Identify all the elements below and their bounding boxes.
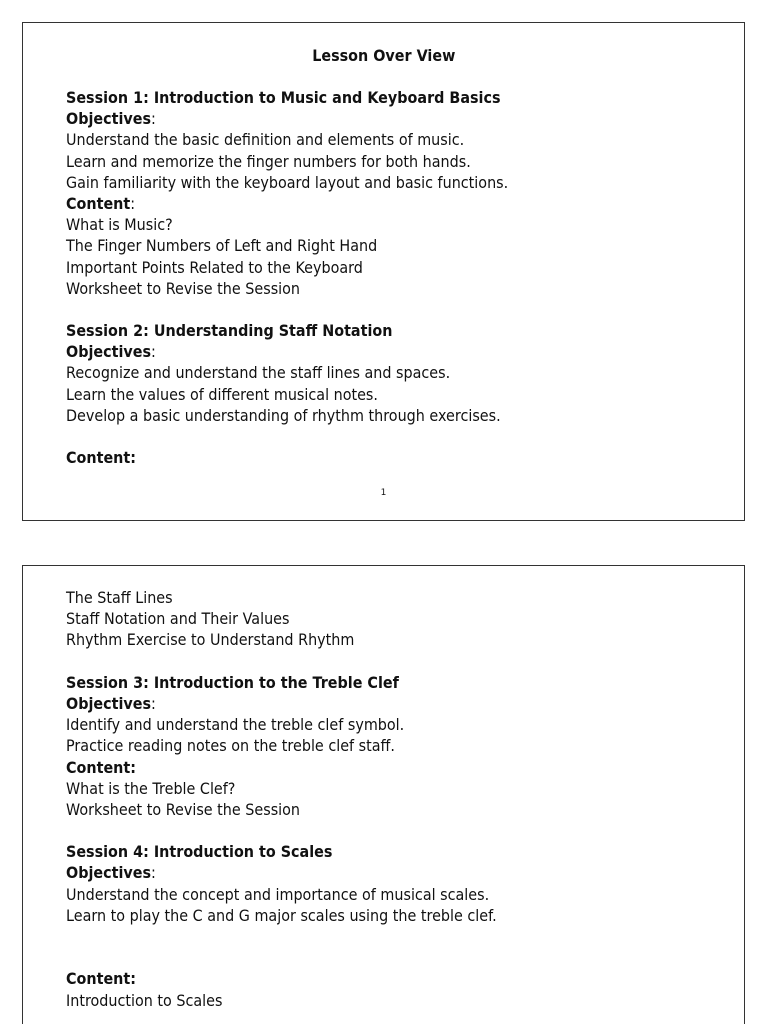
session-3-content-item: Worksheet to Revise the Session — [66, 800, 301, 819]
session-3-content-item: What is the Treble Clef? — [66, 779, 236, 798]
session-2-objective: Develop a basic understanding of rhythm through exercises. — [66, 406, 501, 425]
session-3-content-label: Content: — [66, 758, 137, 777]
session-1-objective: Learn and memorize the finger numbers for both hands. — [66, 152, 471, 171]
session-3-objective: Identify and understand the treble clef symbol. — [66, 716, 405, 735]
session-4-heading: Session 4: Introduction to Scales — [66, 843, 333, 862]
session-4-content-label: Content: — [66, 970, 137, 989]
session-1-objective: Understand the basic definition and elements of music. — [66, 131, 465, 150]
session-1-content-item: The Finger Numbers of Left and Right Hand — [66, 237, 378, 256]
page-2-body — [66, 588, 671, 1012]
session-1-objective: Gain familiarity with the keyboard layout and basic functions. — [66, 173, 509, 192]
session-1-content-label: Content: — [66, 194, 136, 213]
session-1-content-item: What is Music? — [66, 216, 173, 235]
document-title: Lesson Over View — [311, 47, 456, 65]
session-4-content-item: Introduction to Scales — [66, 991, 223, 1010]
page-number: 1 — [380, 488, 387, 498]
session-2-objective: Learn the values of different musical notes. — [66, 385, 378, 404]
session-1-objectives-label: Objectives: — [66, 110, 156, 129]
document-page-1 — [22, 22, 745, 521]
session-3-objectives-label: Objectives: — [66, 694, 156, 713]
session-4-objective: Learn to play the C and G major scales using the treble clef. — [66, 906, 497, 925]
session-2-content-item: Staff Notation and Their Values — [66, 610, 290, 629]
session-3-objective: Practice reading notes on the treble clef staff. — [66, 737, 395, 756]
session-1-heading: Session 1: Introduction to Music and Keyboard Basics — [66, 89, 501, 107]
session-4-objective: Understand the concept and importance of musical scales. — [66, 885, 490, 904]
session-2-heading: Session 2: Understanding Staff Notation — [66, 322, 393, 341]
session-2-objectives-label: Objectives: — [66, 343, 156, 362]
session-2-objective: Recognize and understand the staff lines and spaces. — [66, 364, 451, 383]
session-2-content-label: Content: — [66, 449, 137, 468]
page-1-body — [66, 88, 671, 469]
session-2-content-item: The Staff Lines — [66, 589, 173, 607]
session-4-objectives-label: Objectives: — [66, 864, 156, 883]
document-page-2 — [22, 565, 745, 1024]
session-1-content-item: Worksheet to Revise the Session — [66, 279, 301, 298]
session-1-content-item: Important Points Related to the Keyboard — [66, 258, 363, 277]
session-3-heading: Session 3: Introduction to the Treble Clef — [66, 673, 399, 692]
session-2-content-item: Rhythm Exercise to Understand Rhythm — [66, 631, 355, 650]
